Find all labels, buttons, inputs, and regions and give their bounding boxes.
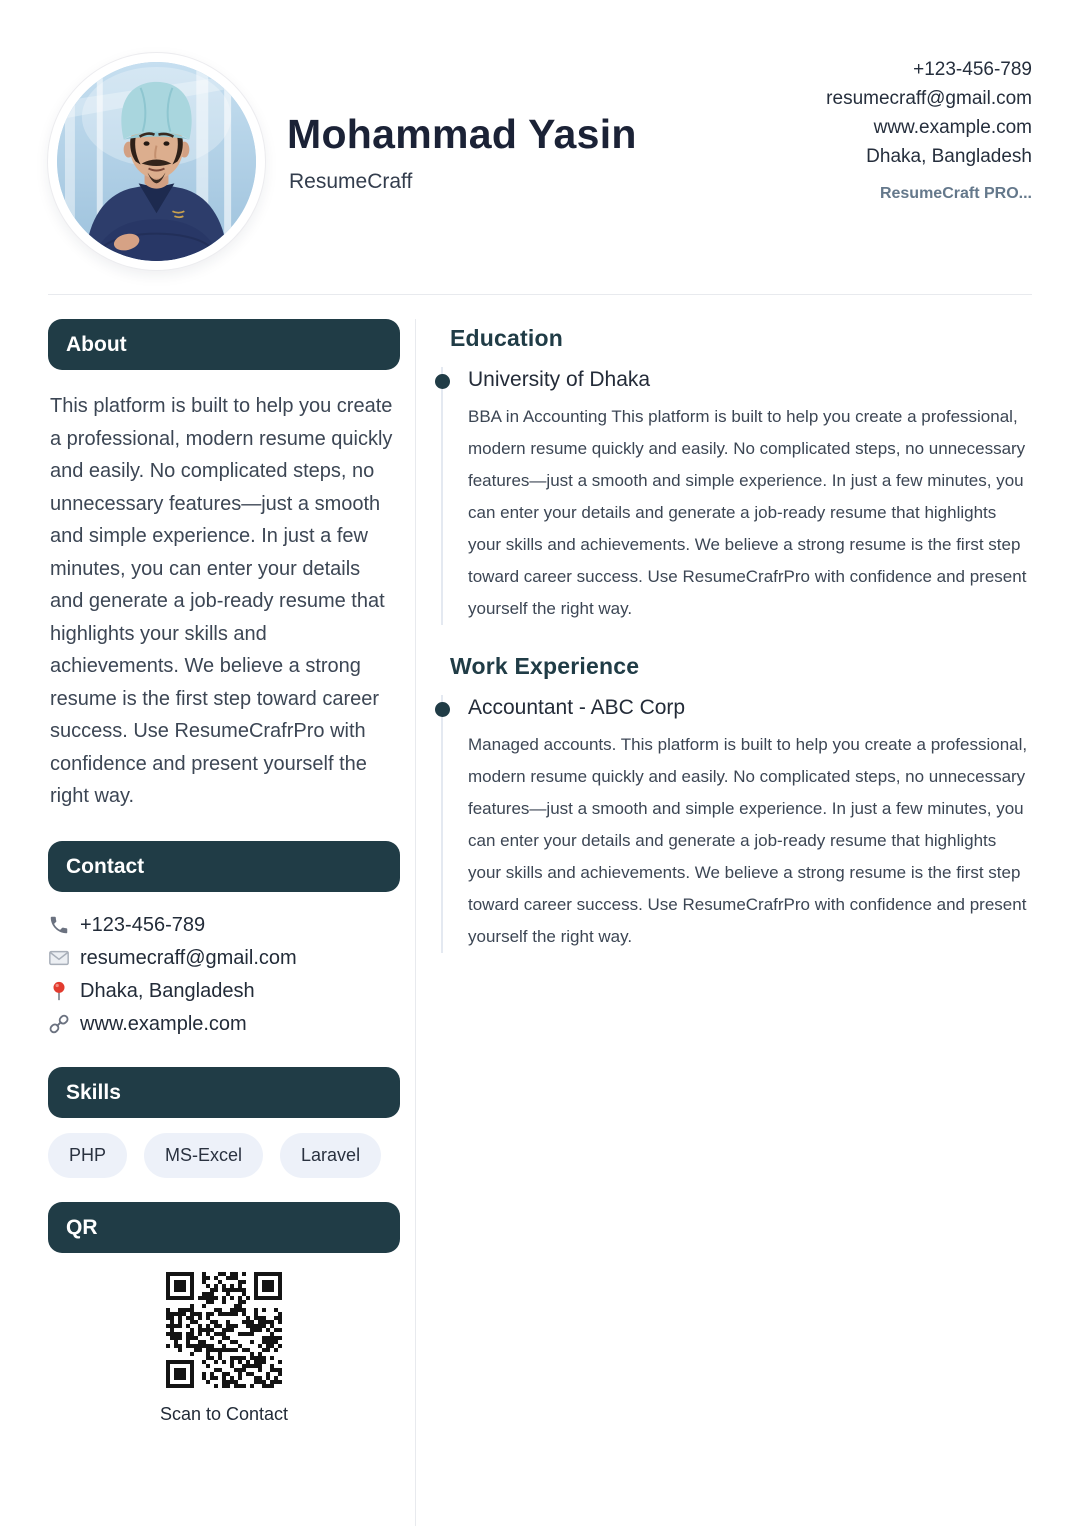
contact-phone-value: +123-456-789 bbox=[80, 913, 206, 936]
header-email: resumecraff@gmail.com bbox=[826, 88, 1032, 109]
contact-location-value: Dhaka, Bangladesh bbox=[80, 979, 255, 1002]
skills-section bbox=[48, 1067, 400, 1178]
qr-inner bbox=[48, 1268, 400, 1425]
profile-photo bbox=[48, 53, 265, 270]
header bbox=[0, 0, 1080, 270]
work-experience-section-title: Work Experience bbox=[450, 653, 640, 679]
content-columns bbox=[0, 319, 1080, 1526]
email-icon bbox=[48, 947, 70, 969]
header-divider bbox=[48, 294, 1032, 295]
qr-code bbox=[162, 1268, 286, 1392]
qr-section bbox=[48, 1202, 400, 1425]
education-section bbox=[434, 325, 1032, 625]
identity-block bbox=[287, 53, 637, 194]
work-experience-item-description: Managed accounts. This platform is built to help you create a professional, modern resume quickly and easily. No complicated steps, no unnecessary features—just a smooth and simple experience. In just a few minutes, you can enter your details and generate a job-ready resume that highlights your skills and achievements. We believe a strong resume is the first step toward career success. Use ResumeCrafrPro with confidence and present yourself the right way. bbox=[468, 735, 1028, 946]
education-section-title: Education bbox=[450, 325, 563, 351]
skills-section-header: Skills bbox=[48, 1067, 400, 1118]
person-subtitle: ResumeCraff bbox=[289, 170, 413, 193]
about-text: This platform is built to help you create a professional, modern resume quickly and easily. No complicated steps, no unnecessary features—just a smooth and simple experience. In just a few minutes, you can enter your details and generate a job-ready resume that highlights your skills and achievements. We believe a strong resume is the first step toward career success. Use ResumeCrafrPro with confidence and present yourself the right way. bbox=[50, 395, 393, 807]
work-experience-item-title: Accountant - ABC Corp bbox=[468, 696, 686, 719]
contact-email-value: resumecraff@gmail.com bbox=[80, 946, 297, 969]
skill-pill: MS-Excel bbox=[144, 1133, 263, 1178]
phone-icon bbox=[48, 914, 70, 936]
work-experience-item bbox=[441, 695, 1032, 953]
main-content bbox=[416, 319, 1032, 1526]
header-phone: +123-456-789 bbox=[913, 59, 1032, 80]
header-location: Dhaka, Bangladesh bbox=[866, 146, 1032, 167]
person-name: Mohammad Yasin bbox=[287, 111, 637, 157]
contact-section bbox=[48, 841, 400, 1041]
skill-pill: PHP bbox=[48, 1133, 127, 1178]
header-website: www.example.com bbox=[873, 117, 1032, 138]
link-icon bbox=[48, 1013, 70, 1035]
contact-row-phone bbox=[48, 909, 400, 942]
pro-badge: ResumeCraft PRO... bbox=[879, 185, 1032, 202]
contact-row-location bbox=[48, 975, 400, 1008]
qr-section-header: QR bbox=[48, 1202, 400, 1253]
qr-caption: Scan to Contact bbox=[159, 1403, 289, 1424]
about-section-header: About bbox=[48, 319, 400, 370]
timeline-bullet bbox=[435, 702, 450, 717]
location-icon bbox=[48, 980, 70, 1002]
skills-list bbox=[48, 1133, 400, 1178]
header-contact-block bbox=[826, 53, 1032, 208]
contact-section-header: Contact bbox=[48, 841, 400, 892]
profile-photo-illustration bbox=[57, 62, 256, 261]
contact-list bbox=[48, 909, 400, 1041]
education-item-description: BBA in Accounting This platform is built to help you create a professional, modern resume quickly and easily. No complicated steps, no unnecessary features—just a smooth and simple experience. In just a few minutes, you can enter your details and generate a job-ready resume that highlights your skills and achievements. We believe a strong resume is the first step toward career success. Use ResumeCrafrPro with confidence and present yourself the right way. bbox=[468, 407, 1027, 618]
education-item-title: University of Dhaka bbox=[468, 368, 651, 391]
contact-website-value: www.example.com bbox=[80, 1012, 247, 1035]
skill-pill: Laravel bbox=[280, 1133, 381, 1178]
contact-row-website bbox=[48, 1008, 400, 1041]
contact-row-email bbox=[48, 942, 400, 975]
about-section bbox=[48, 319, 400, 813]
education-item bbox=[441, 367, 1032, 625]
work-experience-section bbox=[434, 653, 1032, 953]
timeline-bullet bbox=[435, 374, 450, 389]
sidebar bbox=[48, 319, 400, 1526]
